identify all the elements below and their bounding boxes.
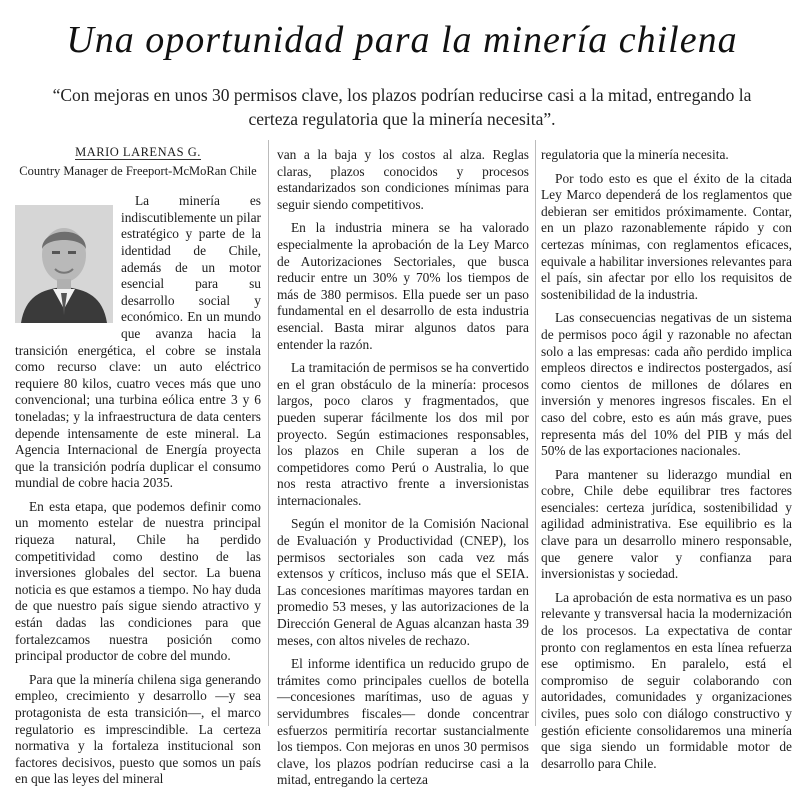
paragraph: Según el monitor de la Comisión Nacional de Evaluación y Productividad (CNEP), los permisos sectoriales son cada vez más extensos y críticos, incluso más que el SEIA. Las concesiones marítimas mayores tardan en promedio 53 meses, y las autorizaciones de la Dirección General de Aguas alcanzan hasta 39 meses, con altos niveles de rechazo. (277, 516, 529, 648)
paragraph: Por todo esto es que el éxito de la citada Ley Marco dependerá de los reglamentos que debieran ser emitidos próximamente. Contar, en un plazo razonablemente rápido y con certezas mínimas, con reglamentos eficaces, equivale a habilitar inversiones relevantes para el país, sin afectar por ello los requisitos de sostenibilidad de la industria. (541, 170, 792, 302)
headline: Una oportunidad para la minería chilena (66, 19, 738, 61)
column-1 (15, 144, 261, 795)
paragraph: van a la baja y los costos al alza. Reglas claras, plazos conocidos y procesos estandarizados son condiciones mínimas para seguir siendo competitivos. (277, 147, 529, 212)
paragraph: La tramitación de permisos se ha convertido en el gran obstáculo de la minería: procesos largos, poco claros y fragmentados, que pueden superar fácilmente los dos mil por proyecto. Según estimaciones responsables, los plazos en Chile superan a los de competidores como Perú o Australia, lo que nos resta atractivo frente a inversionistas internacionales. (277, 360, 529, 508)
column-2 (277, 147, 529, 796)
paragraph: regulatoria que la minería necesita. (541, 147, 729, 162)
column-divider (535, 140, 536, 726)
deck-quote: “Con mejoras en unos 30 permisos clave, los plazos podrían reducirse casi a la mitad, entregando la certeza regulatoria que la minería necesita”. (52, 85, 752, 129)
paragraph: Las consecuencias negativas de un sistema de permisos poco ágil y razonable no afectan solo a las empresas: cada año perdido implica empleos directos e indirectos postergados, así como cientos de millones de dólares en inversión y menores ingresos fiscales. En el caso del cobre, esto es aún más grave, pues representa más del 10% del PIB y más del 50% de las exportaciones nacionales. (541, 310, 792, 459)
paragraph: Para mantener su liderazgo mundial en cobre, Chile debe equilibrar tres factores esenciales: certeza jurídica, sostenibilidad y agilidad administrativa. Ese equilibrio es la clave para un desarrollo minero responsable, que genere valor y confianza para inversionistas y sociedad. (541, 466, 792, 582)
paragraph: En la industria minera se ha valorado especialmente la aprobación de la Ley Marco de Autorizaciones Sectoriales, que busca reducir entre un 30% y 70% los tiempos de más de 380 permisos. Ella puede ser un paso fundamental en el desarrollo de esta industria esencial. Basta mirar algunos datos para entender la razón. (277, 220, 529, 352)
paragraph: El informe identifica un reducido grupo de trámites como principales cuellos de botella —concesiones marítimas, uso de aguas y servidumbres fiscales— donde concentrar esfuerzos permitiría recortar sustancialmente los tiempos. Con mejoras en unos 30 permisos clave, los plazos podrían reducirse casi a la mitad, entregando la certeza (277, 656, 529, 788)
paragraph: En esta etapa, que podemos definir como un momento estelar de nuestra principal riqueza natural, Chile ha perdido competitividad como destino de las inversiones globales del sector. La buena noticia es que estamos a tiempo. No hay duda de que nuestro país sigue siendo atractivo y están dadas las condiciones para que fortalezcamos nuestra posición como principal productor de cobre del mundo. (15, 498, 261, 664)
portrait-image (15, 205, 113, 323)
column-3 (541, 147, 792, 779)
paragraph: La aprobación de esta normativa es un paso relevante y transversal hacia la modernización de los procesos. La expectativa de contar pronto con reglamentos en esta línea refuerza ese optimismo. En paralelo, está el compromiso de seguir colaborando con autoridades, comunidades y organizaciones civiles, pues solo con diálogo constructivo y gestión eficiente consolidaremos una minería que siga siendo un formidable motor de desarrollo para Chile. (541, 589, 792, 771)
author-role: Country Manager de Freeport-McMoRan Chile (19, 163, 257, 178)
paragraph: Para que la minería chilena siga generando empleo, crecimiento y desarrollo —y sea protagonista de esta transición—, el marco regulatorio es imprescindible. La certeza normativa y la fortaleza institucional son factores decisivos, puesto que somos un país en que las leyes del mineral (15, 671, 261, 787)
author-photo (15, 205, 113, 323)
author-name: MARIO LARENAS G. (75, 145, 201, 159)
column-divider (268, 140, 269, 726)
paragraph: La minería es indiscutiblemente un pilar estratégico y parte de la identidad de Chile, además de un motor esencial para su desarrollo social y económico. En un mundo que avanza hacia la transición energética, el cobre se instala como recurso clave: un auto eléctrico requiere 80 kilos, cuatro veces más que uno convencional; una turbina eólica entre 3 y 6 toneladas; y la infraestructura de data centers depende intensamente de este mineral. La Agencia Internacional de Energía proyecta que la transición podría duplicar el consumo mundial de cobre hacia 2035. (15, 193, 261, 491)
